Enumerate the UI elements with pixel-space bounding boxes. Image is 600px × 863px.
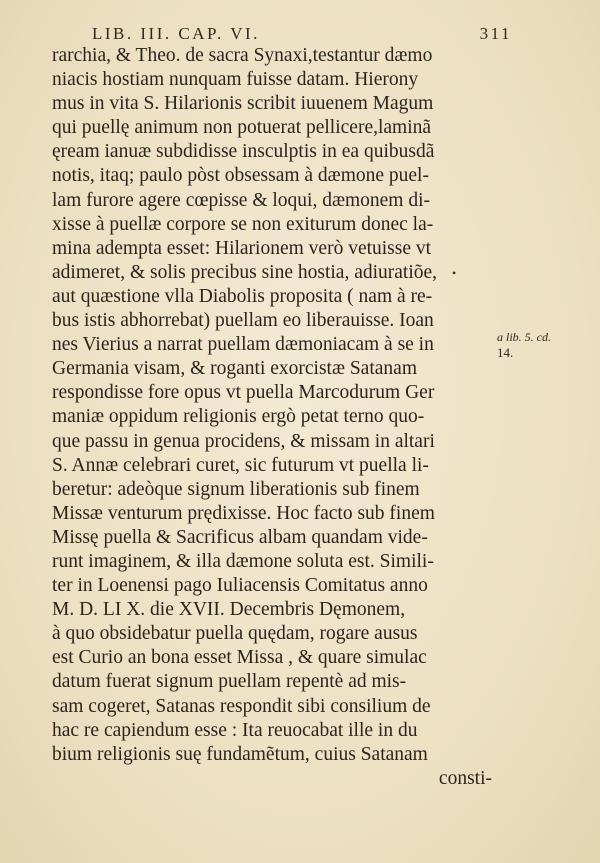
text-line: mina adempta esset: Hilarionem verò vetuisse vt: [52, 237, 432, 259]
text-line: est Curio an bona esset Missa , & quare simulac: [52, 647, 427, 669]
text-line: nes Vierius a narrat puellam dæmoniacam à se in: [52, 334, 434, 356]
text-line: ęream ianuæ subdidisse insculptis in ea quibusdã: [52, 141, 435, 163]
running-head: LIB. III. CAP. VI.: [92, 24, 260, 43]
text-line: que passu in genua procidens, & missam in altari: [52, 430, 435, 452]
text-line: maniæ oppidum religionis ergò petat terno quo-: [52, 406, 425, 428]
marginal-note-number: 14.: [497, 345, 514, 360]
text-line: Missę puella & Sacrificus albam quandam vide-: [52, 526, 428, 548]
text-line: xisse à puellæ corpore se non exiturum donec la-: [52, 213, 434, 235]
text-line: mus in vita S. Hilarionis scribit iuuenem Magum: [52, 93, 434, 115]
catchword: consti-: [438, 767, 492, 789]
text-line: adimeret, & solis precibus sine hostia, adiuratiõe,: [52, 261, 438, 283]
text-line: lam furore agere cœpisse & loqui, dæmonem di-: [52, 189, 430, 211]
text-line: respondisse fore opus vt puella Marcodurum Ger: [52, 382, 435, 404]
text-line: ter in Loenensi pago Iuliacensis Comitatus anno: [52, 575, 428, 597]
text-line: hac re capiendum esse : Ita reuocabat ille in du: [52, 719, 418, 741]
body-text: [52, 44, 494, 791]
text-line: rarchia, & Theo. de sacra Synaxi,testantur dæmo: [52, 45, 433, 66]
text-line: Missæ venturum prędixisse. Hoc facto sub finem: [52, 502, 435, 524]
text-line: à quo obsidebatur puella quędam, rogare ausus: [52, 623, 418, 645]
text-line: runt imaginem, & illa dæmone soluta est. Simili-: [52, 550, 434, 572]
text-line: qui puellę animum non potuerat pellicere,laminã: [52, 117, 432, 139]
marginal-note-reference: a lib. 5. cd.: [497, 330, 551, 344]
text-line: datum fuerat signum puellam repentè ad mis-: [52, 671, 407, 693]
text-line: notis, itaq; paulo pòst obsessam à dæmone puel-: [52, 165, 429, 187]
text-line: aut quæstione vlla Diabolis proposita ( nam à re-: [52, 285, 433, 307]
text-line: sam cogeret, Satanas respondit sibi consilium de: [52, 695, 431, 717]
marginal-note: [497, 329, 557, 361]
folio-number: 311: [479, 24, 512, 43]
text-line: beretur: adeòque signum liberationis sub finem: [52, 478, 420, 500]
text-line: niacis hostiam nunquam fuisse datam. Hierony: [52, 69, 419, 91]
text-line: Germania visam, & roganti exorcistæ Satanam: [52, 358, 417, 380]
text-line: S. Annæ celebrari curet, sic futurum vt puella li-: [52, 454, 429, 476]
text-line: M. D. LI X. die XVII. Decembris Dęmonem,: [52, 599, 406, 621]
text-line: bium religionis suę fundamẽtum, cuius Satanam: [52, 743, 428, 765]
text-line: bus istis abhorrebat) puellam eo liberauisse. Ioan: [52, 310, 434, 332]
printer-mark-icon: •: [452, 266, 457, 280]
